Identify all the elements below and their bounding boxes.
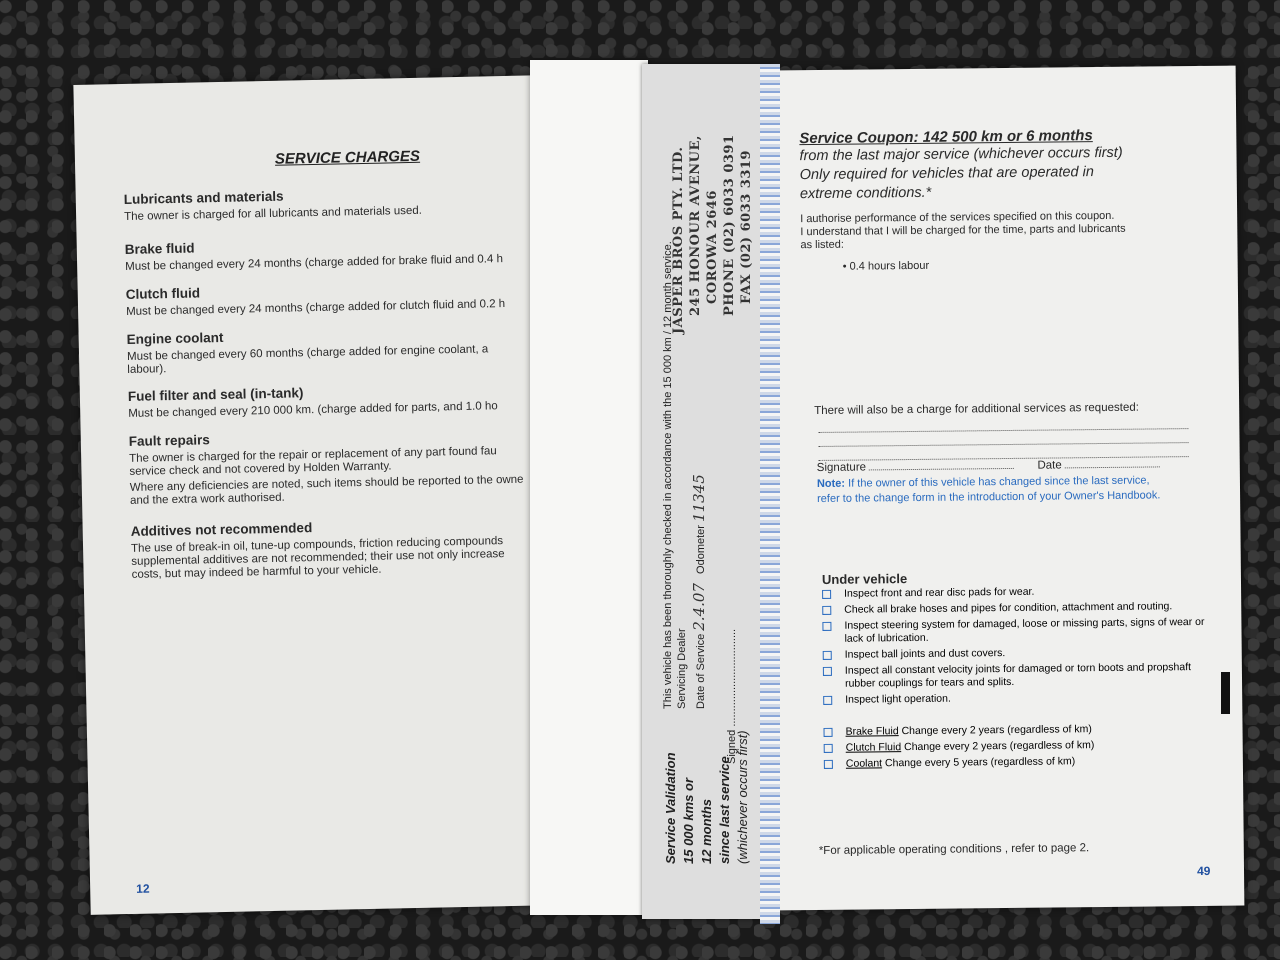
- note-text: If the owner of this vehicle has changed since the last service, refer to the change form in the introduction of your Owner's Handbook.: [817, 474, 1161, 505]
- validation-line: Service Validation: [663, 752, 678, 864]
- date-of-service-label: Date of Service: [695, 633, 707, 709]
- section-heading: Brake fluid: [124, 240, 195, 257]
- checkbox[interactable]: [822, 590, 831, 599]
- checklist-item-text: Inspect light operation.: [845, 692, 951, 706]
- charge-section: [131, 515, 552, 585]
- charge-section: [128, 380, 549, 424]
- charge-section: [125, 233, 546, 277]
- labour-item: • 0.4 hours labour: [842, 259, 930, 273]
- fluid-item: [824, 754, 1224, 771]
- checklist-item: [822, 584, 1222, 601]
- under-vehicle-checklist: [822, 584, 1223, 710]
- checklist-item-text: Inspect all constant velocity joints for damaged or torn boots and propshaft rubber couplings for tears and splits.: [844, 661, 1192, 690]
- checkbox[interactable]: [824, 744, 833, 753]
- page-number: 49: [1196, 863, 1211, 879]
- checklist-item-text: Inspect ball joints and dust covers.: [844, 647, 1006, 661]
- validation-line: 12 months: [699, 798, 714, 864]
- footnote: *For applicable operating conditions , refer to page 2.: [818, 842, 1090, 857]
- service-validation-strip: [642, 64, 772, 919]
- page-edge-tab: [1221, 672, 1230, 714]
- coupon-subtitle: from the last major service (whichever occurs first) Only required for vehicles that are operated in extreme conditions.*: [799, 144, 1123, 203]
- signed-field[interactable]: Signed ................................: [726, 628, 738, 764]
- odometer-value: 11345: [690, 474, 708, 522]
- stamp-line: JASPER BROS PTY. LTD.: [671, 146, 686, 334]
- checklist-item-text: Inspect steering system for damaged, loose or missing parts, signs of wear or lack of lubrication.: [844, 615, 1205, 645]
- section-body: Must be changed every 24 months (charge added for clutch fluid and 0.2 h: [125, 298, 506, 318]
- charge-section: [126, 278, 547, 322]
- section-body: The use of break-in oil, tune-up compounds, friction reducing compounds supplemental additives are not recommended; their use not only increase costs, but may indeed be harmful to your vehicle.: [130, 535, 505, 581]
- fluid-name: Coolant: [845, 757, 883, 770]
- checklist-item: [822, 616, 1222, 646]
- checklist-item-text: Inspect front and rear disc pads for wear.: [844, 585, 1035, 600]
- checkbox[interactable]: [823, 696, 832, 705]
- fluid-name: Clutch Fluid: [845, 741, 902, 754]
- section-heading: Engine coolant: [126, 329, 224, 347]
- checklist-item-text: Check all brake hoses and pipes for condition, attachment and routing.: [844, 600, 1173, 616]
- charge-section: [129, 425, 551, 511]
- check-statement: This vehicle has been thoroughly checked in accordance with the 15 000 km / 12 month service.: [662, 241, 674, 709]
- fluid-text: Change every 2 years (regardless of km): [898, 723, 1092, 738]
- right-page: [771, 66, 1245, 911]
- fluid-text: Change every 5 years (regardless of km): [882, 755, 1076, 770]
- checklist-item: [823, 645, 1223, 662]
- fluid-checklist: [823, 722, 1223, 774]
- validation-line: (whichever occurs first): [735, 730, 750, 864]
- charge-section: [124, 183, 545, 227]
- section-body: Must be changed every 60 months (charge added for engine coolant, a labour).: [126, 343, 489, 376]
- additional-services-label: There will also be a charge for additional services as requested:: [814, 401, 1139, 418]
- page-number: 12: [136, 881, 150, 896]
- checkbox[interactable]: [823, 651, 832, 660]
- section-heading: Fault repairs: [128, 432, 211, 449]
- section-body: The owner is charged for all lubricants and materials used.: [124, 204, 423, 223]
- section-body: The owner is charged for the repair or replacement of any part found fau service check and not covered by Holden Warranty.: [129, 445, 497, 478]
- dealer-field[interactable]: [676, 628, 688, 709]
- under-vehicle-heading: Under vehicle: [821, 571, 908, 587]
- authorise-text: I authorise performance of the services specified on this coupon. I understand that I will be charged for the time, parts and lubricants as listed:: [800, 209, 1126, 252]
- checklist-item: [823, 690, 1223, 707]
- note-label: Note:: [816, 477, 846, 490]
- date-of-service-value: 2.4.07: [690, 583, 708, 631]
- checklist-item: [822, 600, 1222, 617]
- dotted-line[interactable]: [818, 432, 1188, 447]
- left-page: [73, 75, 560, 915]
- checkbox[interactable]: [824, 760, 833, 769]
- validation-line: since last service: [717, 756, 732, 864]
- section-heading: Additives not recommended: [130, 520, 313, 539]
- binding-spine: [760, 64, 780, 924]
- section-heading: Fuel filter and seal (in-tank): [127, 385, 304, 404]
- fluid-item: [823, 722, 1223, 739]
- stamp-line: FAX (02) 6033 3319: [739, 150, 754, 304]
- stamp-line: COROWA 2646: [705, 190, 720, 304]
- stamp-line: 245 HONOUR AVENUE,: [688, 135, 703, 316]
- date-odometer-field[interactable]: [690, 474, 708, 709]
- section-heading: Lubricants and materials: [123, 188, 284, 207]
- date-label: Date: [1037, 459, 1062, 472]
- fluid-name: Brake Fluid: [845, 725, 899, 738]
- section-body: Where any deficiencies are noted, such items should be reported to the owne and the extra work authorised.: [129, 473, 524, 507]
- charge-section: [127, 323, 548, 380]
- page-title: SERVICE CHARGES: [274, 147, 421, 168]
- service-coupon-header: [799, 126, 1220, 204]
- fluid-item: [824, 738, 1224, 755]
- validation-heading: [662, 730, 752, 864]
- folded-slip: [530, 60, 648, 915]
- signed-label: Signed: [726, 729, 738, 764]
- owner-change-note: [817, 473, 1217, 507]
- signature-label: Signature: [816, 461, 867, 474]
- dealer-stamp: [670, 134, 755, 334]
- checkbox[interactable]: [822, 622, 831, 631]
- section-body: Must be changed every 210 000 km. (charge added for parts, and 1.0 ho: [128, 400, 498, 420]
- signature-field[interactable]: [817, 458, 1160, 474]
- fluid-text: Change every 2 years (regardless of km): [901, 739, 1095, 754]
- checkbox[interactable]: [823, 667, 832, 676]
- checklist-item: [823, 661, 1223, 691]
- section-body: Must be changed every 24 months (charge added for brake fluid and 0.4 h: [125, 253, 504, 273]
- dotted-line[interactable]: [818, 418, 1188, 433]
- coupon-title: Service Coupon: 142 500 km or 6 months: [799, 127, 1093, 148]
- dealer-label: Servicing Dealer: [676, 628, 688, 709]
- validation-line: 15 000 kms or: [681, 777, 696, 864]
- checkbox[interactable]: [824, 728, 833, 737]
- section-heading: Clutch fluid: [125, 285, 201, 302]
- odometer-label: Odometer: [695, 525, 707, 574]
- stamp-line: PHONE (02) 6033 0391: [722, 134, 737, 316]
- checkbox[interactable]: [822, 606, 831, 615]
